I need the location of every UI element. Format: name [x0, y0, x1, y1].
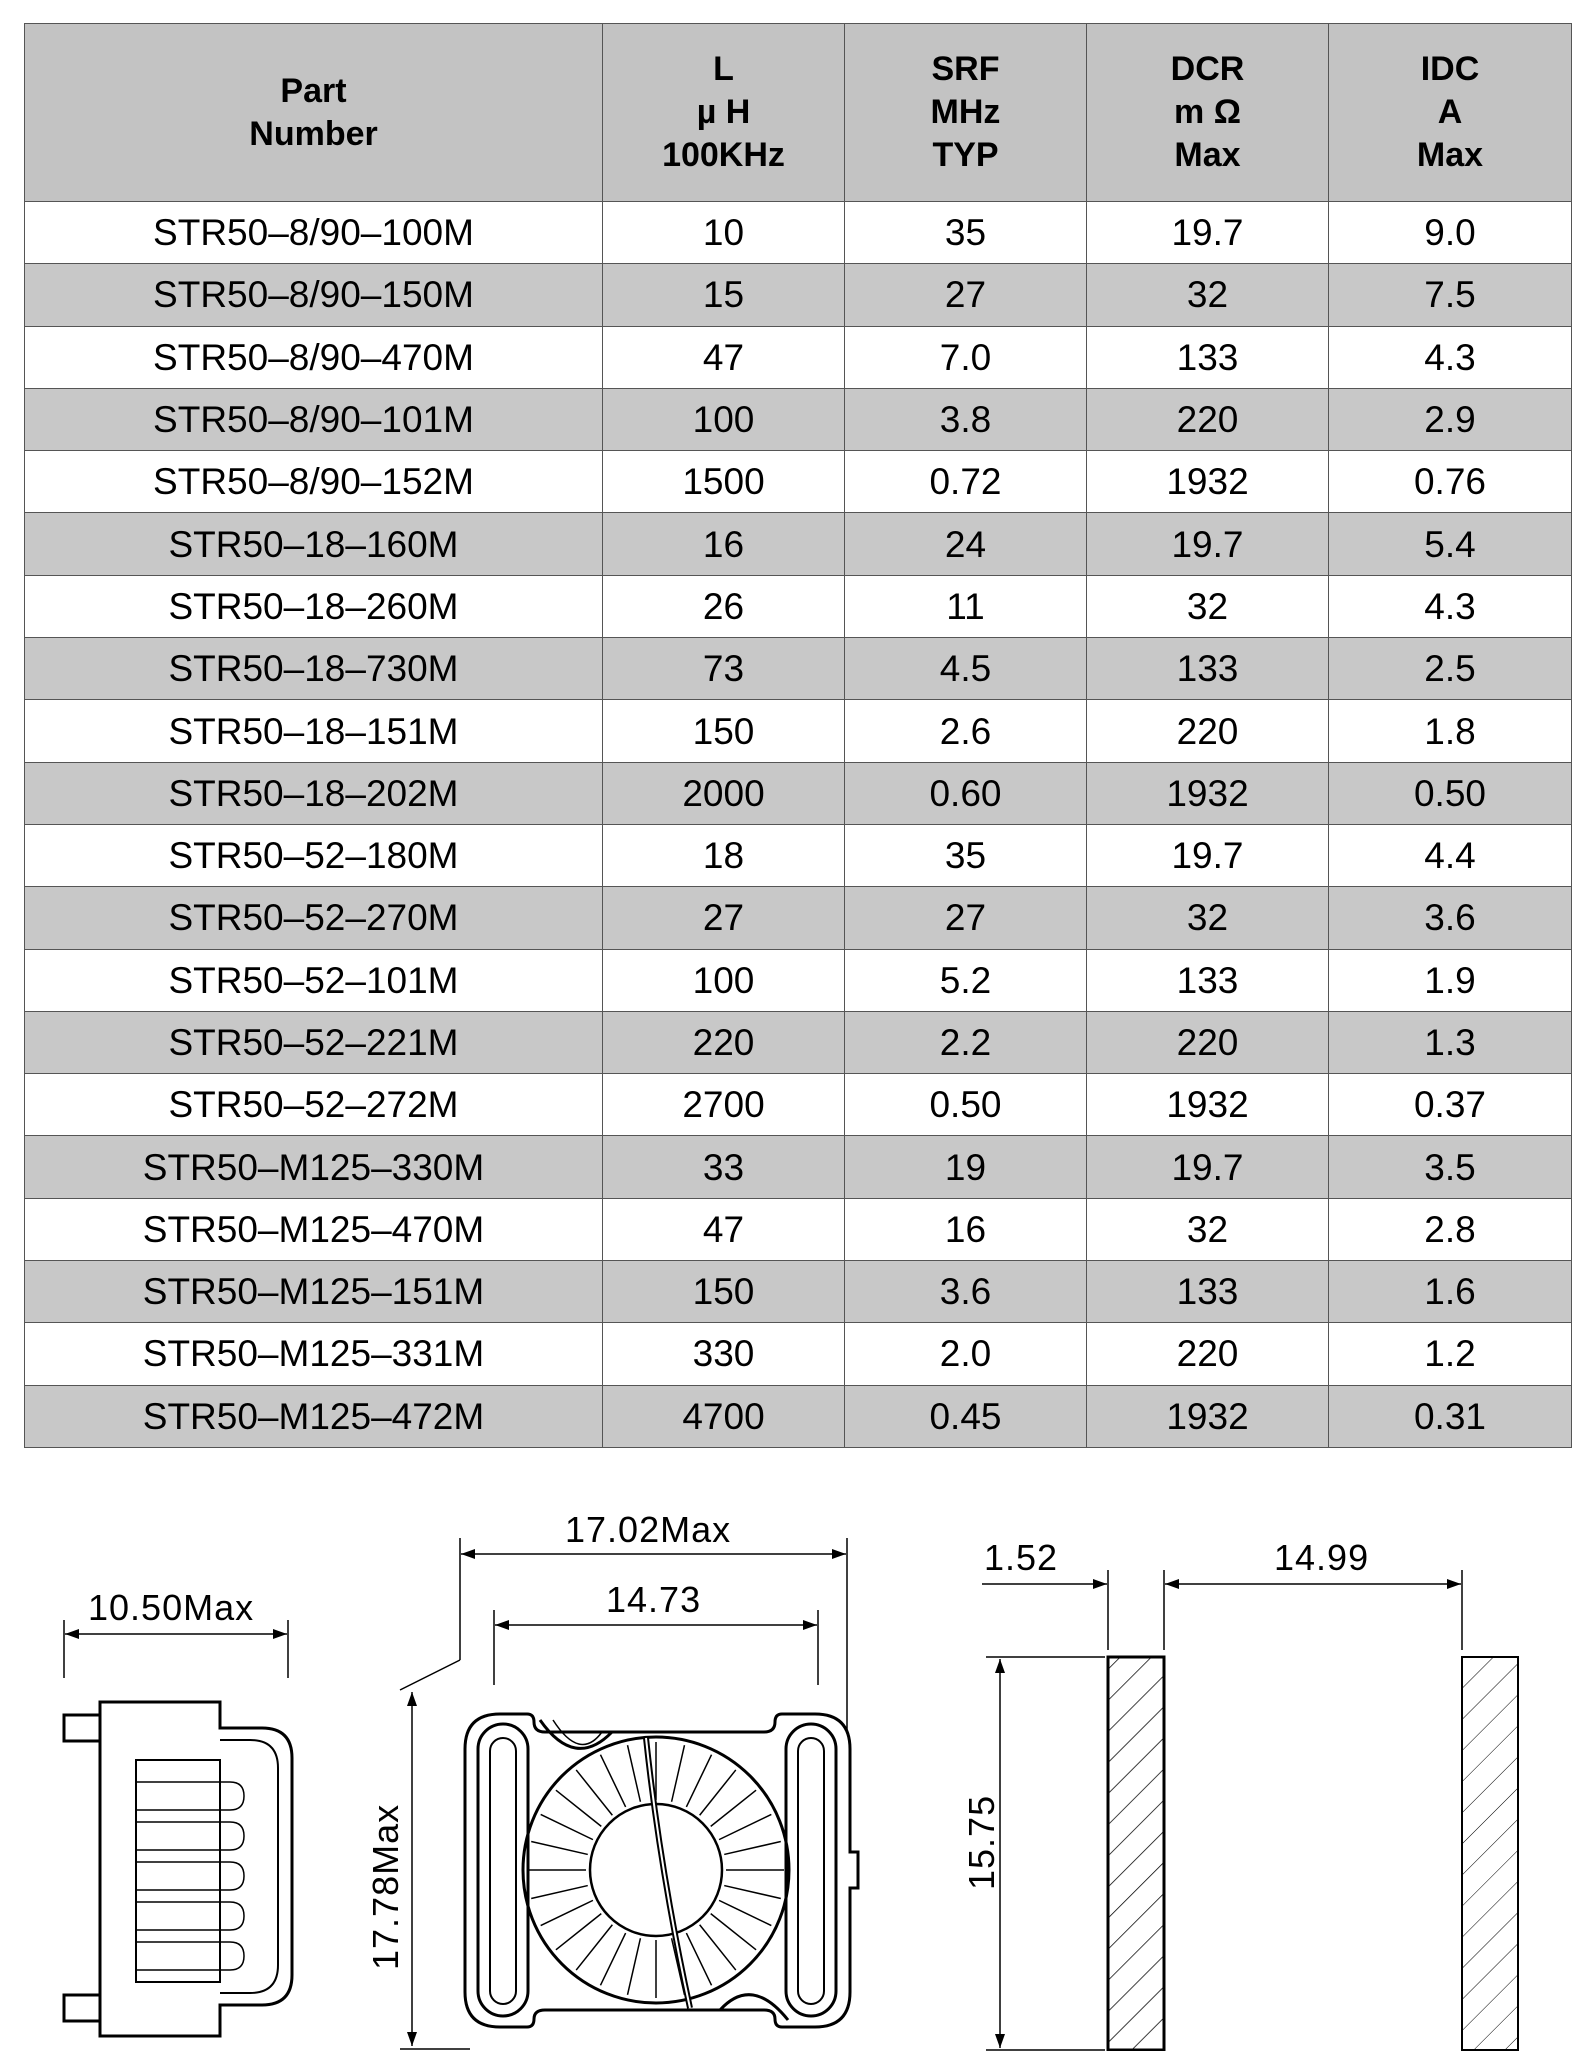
cell-inductance: 2700 [603, 1074, 845, 1136]
cell-idc: 0.76 [1329, 451, 1572, 513]
cell-idc: 4.3 [1329, 326, 1572, 388]
table-row [25, 638, 1572, 700]
cell-part-number: STR50–8/90–470M [25, 326, 603, 388]
cell-part-number: STR50–8/90–101M [25, 388, 603, 450]
table-row [25, 887, 1572, 949]
cell-part-number: STR50–8/90–100M [25, 202, 603, 264]
cell-idc: 9.0 [1329, 202, 1572, 264]
cell-srf: 19 [845, 1136, 1087, 1198]
table-row [25, 1323, 1572, 1385]
cell-inductance: 18 [603, 824, 845, 886]
cell-part-number: STR50–18–151M [25, 700, 603, 762]
cell-dcr: 19.7 [1087, 513, 1329, 575]
table-body [25, 202, 1572, 1448]
cell-idc: 0.50 [1329, 762, 1572, 824]
cell-srf: 2.6 [845, 700, 1087, 762]
header-srf: SRF MHz TYP [845, 24, 1087, 202]
cell-srf: 24 [845, 513, 1087, 575]
cell-inductance: 73 [603, 638, 845, 700]
table-row [25, 824, 1572, 886]
cell-part-number: STR50–52–180M [25, 824, 603, 886]
cell-idc: 0.37 [1329, 1074, 1572, 1136]
cell-idc: 3.5 [1329, 1136, 1572, 1198]
cell-part-number: STR50–52–272M [25, 1074, 603, 1136]
cell-inductance: 47 [603, 326, 845, 388]
cell-idc: 7.5 [1329, 264, 1572, 326]
cell-idc: 2.9 [1329, 388, 1572, 450]
cell-inductance: 150 [603, 1261, 845, 1323]
cell-dcr: 1932 [1087, 762, 1329, 824]
cell-inductance: 10 [603, 202, 845, 264]
table-row [25, 575, 1572, 637]
cell-inductance: 220 [603, 1011, 845, 1073]
cell-inductance: 4700 [603, 1385, 845, 1447]
cell-srf: 5.2 [845, 949, 1087, 1011]
table-row [25, 1385, 1572, 1447]
cell-srf: 0.45 [845, 1385, 1087, 1447]
top-height-label: 17.78Max [365, 1803, 406, 1970]
pad-spacing-label: 14.99 [1274, 1537, 1370, 1578]
cell-inductance: 16 [603, 513, 845, 575]
cell-inductance: 27 [603, 887, 845, 949]
table-row [25, 1261, 1572, 1323]
cell-part-number: STR50–52–270M [25, 887, 603, 949]
cell-srf: 16 [845, 1198, 1087, 1260]
table-row [25, 1011, 1572, 1073]
cell-srf: 35 [845, 202, 1087, 264]
cell-idc: 5.4 [1329, 513, 1572, 575]
table-row [25, 513, 1572, 575]
cell-srf: 0.50 [845, 1074, 1087, 1136]
header-idc: IDC A Max [1329, 24, 1572, 202]
dimension-drawing [0, 1470, 1594, 2051]
cell-idc: 4.3 [1329, 575, 1572, 637]
cell-part-number: STR50–M125–470M [25, 1198, 603, 1260]
cell-inductance: 47 [603, 1198, 845, 1260]
cell-dcr: 220 [1087, 1323, 1329, 1385]
cell-dcr: 133 [1087, 949, 1329, 1011]
cell-dcr: 133 [1087, 638, 1329, 700]
left-pad [1108, 1657, 1164, 2050]
header-part-number: Part Number [25, 24, 603, 202]
table-row [25, 762, 1572, 824]
cell-srf: 27 [845, 264, 1087, 326]
cell-inductance: 33 [603, 1136, 845, 1198]
table-row [25, 1198, 1572, 1260]
cell-dcr: 220 [1087, 1011, 1329, 1073]
table-row [25, 451, 1572, 513]
cell-inductance: 15 [603, 264, 845, 326]
cell-inductance: 2000 [603, 762, 845, 824]
cell-part-number: STR50–52–221M [25, 1011, 603, 1073]
cell-srf: 7.0 [845, 326, 1087, 388]
cell-srf: 0.60 [845, 762, 1087, 824]
cell-dcr: 220 [1087, 700, 1329, 762]
cell-dcr: 1932 [1087, 451, 1329, 513]
top-inner-width-label: 14.73 [606, 1579, 702, 1620]
cell-part-number: STR50–18–202M [25, 762, 603, 824]
cell-srf: 2.0 [845, 1323, 1087, 1385]
cell-part-number: STR50–M125–330M [25, 1136, 603, 1198]
table-row [25, 326, 1572, 388]
side-width-label: 10.50Max [88, 1587, 255, 1628]
cell-dcr: 19.7 [1087, 824, 1329, 886]
cell-idc: 1.9 [1329, 949, 1572, 1011]
header-row [25, 24, 1572, 202]
cell-srf: 2.2 [845, 1011, 1087, 1073]
cell-idc: 3.6 [1329, 887, 1572, 949]
cell-idc: 2.5 [1329, 638, 1572, 700]
table-row [25, 202, 1572, 264]
top-view [365, 1509, 858, 2049]
cell-dcr: 1932 [1087, 1074, 1329, 1136]
side-view [64, 1587, 292, 2036]
header-inductance: L µ H 100KHz [603, 24, 845, 202]
pad-layout [961, 1537, 1518, 2050]
cell-dcr: 1932 [1087, 1385, 1329, 1447]
cell-dcr: 32 [1087, 1198, 1329, 1260]
cell-srf: 3.8 [845, 388, 1087, 450]
cell-dcr: 133 [1087, 326, 1329, 388]
cell-part-number: STR50–18–260M [25, 575, 603, 637]
cell-dcr: 32 [1087, 264, 1329, 326]
table-row [25, 700, 1572, 762]
right-pad [1462, 1657, 1518, 2050]
cell-srf: 27 [845, 887, 1087, 949]
cell-inductance: 1500 [603, 451, 845, 513]
table-row [25, 388, 1572, 450]
top-overall-width-label: 17.02Max [565, 1509, 732, 1550]
cell-dcr: 220 [1087, 388, 1329, 450]
cell-dcr: 19.7 [1087, 202, 1329, 264]
cell-idc: 0.31 [1329, 1385, 1572, 1447]
cell-srf: 11 [845, 575, 1087, 637]
cell-part-number: STR50–8/90–152M [25, 451, 603, 513]
cell-part-number: STR50–M125–331M [25, 1323, 603, 1385]
cell-idc: 1.8 [1329, 700, 1572, 762]
cell-part-number: STR50–8/90–150M [25, 264, 603, 326]
cell-part-number: STR50–M125–472M [25, 1385, 603, 1447]
spec-table [24, 23, 1572, 1448]
cell-part-number: STR50–18–160M [25, 513, 603, 575]
cell-part-number: STR50–M125–151M [25, 1261, 603, 1323]
cell-idc: 4.4 [1329, 824, 1572, 886]
cell-inductance: 100 [603, 388, 845, 450]
pad-height-label: 15.75 [961, 1794, 1002, 1890]
pad-width-label: 1.52 [984, 1537, 1059, 1578]
cell-idc: 1.6 [1329, 1261, 1572, 1323]
table-row [25, 949, 1572, 1011]
cell-inductance: 150 [603, 700, 845, 762]
cell-inductance: 26 [603, 575, 845, 637]
cell-idc: 1.2 [1329, 1323, 1572, 1385]
cell-srf: 3.6 [845, 1261, 1087, 1323]
table-row [25, 1136, 1572, 1198]
cell-dcr: 32 [1087, 575, 1329, 637]
cell-srf: 4.5 [845, 638, 1087, 700]
table-header [25, 24, 1572, 202]
cell-idc: 2.8 [1329, 1198, 1572, 1260]
table-row [25, 264, 1572, 326]
cell-srf: 35 [845, 824, 1087, 886]
cell-part-number: STR50–52–101M [25, 949, 603, 1011]
cell-dcr: 19.7 [1087, 1136, 1329, 1198]
cell-dcr: 133 [1087, 1261, 1329, 1323]
header-dcr: DCR m Ω Max [1087, 24, 1329, 202]
cell-part-number: STR50–18–730M [25, 638, 603, 700]
cell-dcr: 32 [1087, 887, 1329, 949]
cell-inductance: 330 [603, 1323, 845, 1385]
cell-inductance: 100 [603, 949, 845, 1011]
cell-srf: 0.72 [845, 451, 1087, 513]
cell-idc: 1.3 [1329, 1011, 1572, 1073]
table-row [25, 1074, 1572, 1136]
